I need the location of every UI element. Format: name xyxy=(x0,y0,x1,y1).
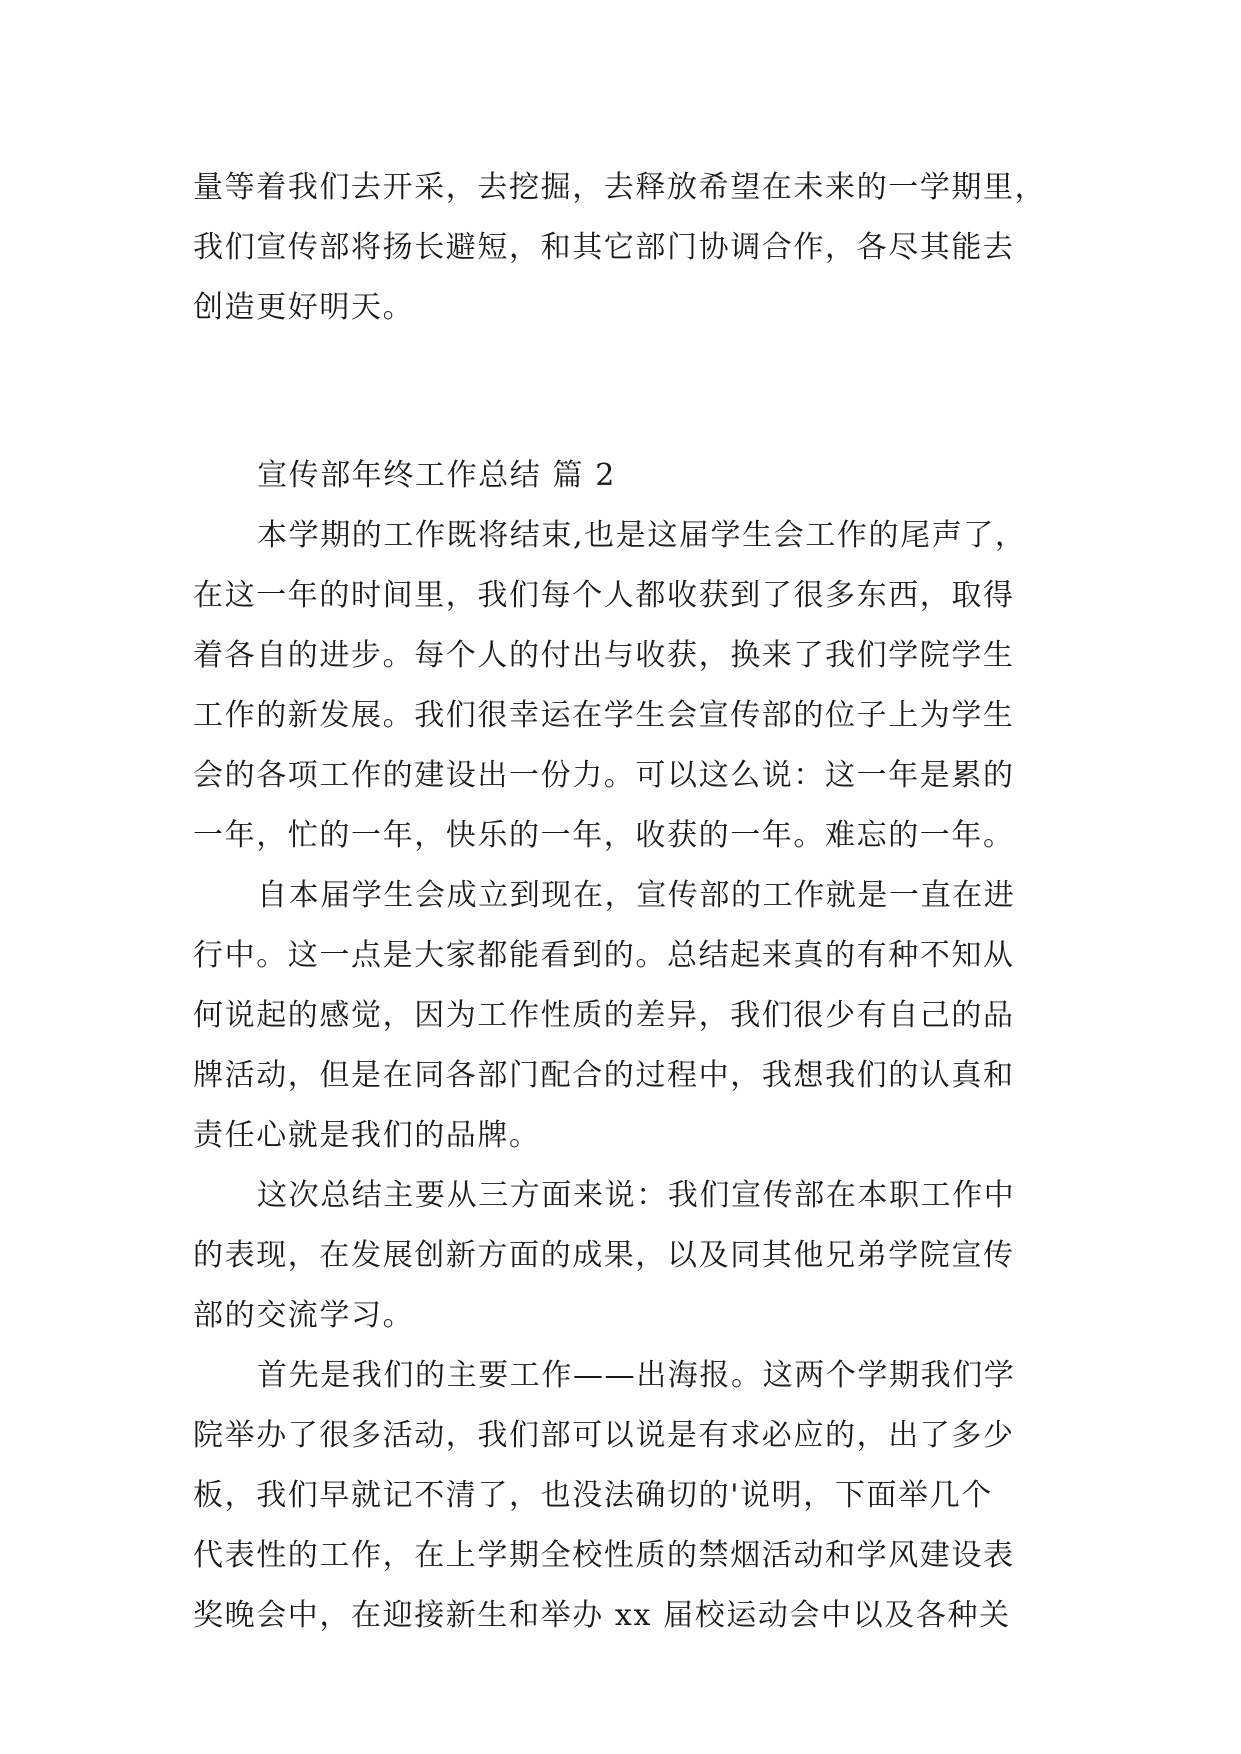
paragraph-line: 责任心就是我们的品牌。 xyxy=(193,1118,541,1153)
paragraph-line: 着各自的进步。每个人的付出与收获，换来了我们学院学生 xyxy=(193,638,1015,673)
intro-line: 量等着我们去开采，去挖掘，去释放希望在未来的一学期里， xyxy=(193,170,1047,205)
paragraph-line: 自本届学生会成立到现在，宣传部的工作就是一直在进 xyxy=(257,878,1016,913)
document-body xyxy=(193,158,1063,1646)
paragraph-line: 本学期的工作既将结束,也是这届学生会工作的尾声了， xyxy=(257,518,1027,553)
paragraph-line: 首先是我们的主要工作——出海报。这两个学期我们学 xyxy=(257,1358,1016,1393)
paragraph-line: 行中。这一点是大家都能看到的。总结起来真的有种不知从 xyxy=(193,938,1015,973)
intro-line: 创造更好明天。 xyxy=(193,290,415,325)
paragraph-line: 院举办了很多活动，我们部可以说是有求必应的，出了多少 xyxy=(193,1418,1015,1453)
paragraph-line: 牌活动，但是在同各部门配合的过程中，我想我们的认真和 xyxy=(193,1058,1015,1093)
paragraph-line: 这次总结主要从三方面来说：我们宣传部在本职工作中 xyxy=(257,1178,1016,1213)
intro-line: 我们宣传部将扬长避短，和其它部门协调合作，各尽其能去 xyxy=(193,230,1015,265)
section-heading: 宣传部年终工作总结 篇 2 xyxy=(257,458,616,493)
paragraph-line: 会的各项工作的建设出一份力。可以这么说：这一年是累的 xyxy=(193,758,1015,793)
paragraph-line: 奖晚会中，在迎接新生和举办 xx 届校运动会中以及各种关 xyxy=(193,1598,1011,1633)
paragraph-line: 何说起的感觉，因为工作性质的差异，我们很少有自己的品 xyxy=(193,998,1015,1033)
paragraph-line: 一年，忙的一年，快乐的一年，收获的一年。难忘的一年。 xyxy=(193,818,1015,853)
section-spacer xyxy=(193,338,1063,446)
paragraph-line: 在这一年的时间里，我们每个人都收获到了很多东西，取得 xyxy=(193,578,1015,613)
paragraph-line: 工作的新发展。我们很幸运在学生会宣传部的位子上为学生 xyxy=(193,698,1015,733)
paragraph-line: 部的交流学习。 xyxy=(193,1298,415,1333)
paragraph-line: 板，我们早就记不清了，也没法确切的'说明，下面举几个 xyxy=(193,1478,993,1513)
paragraph-line: 的表现，在发展创新方面的成果，以及同其他兄弟学院宣传 xyxy=(193,1238,1015,1273)
paragraph-line: 代表性的工作，在上学期全校性质的禁烟活动和学风建设表 xyxy=(193,1538,1015,1573)
